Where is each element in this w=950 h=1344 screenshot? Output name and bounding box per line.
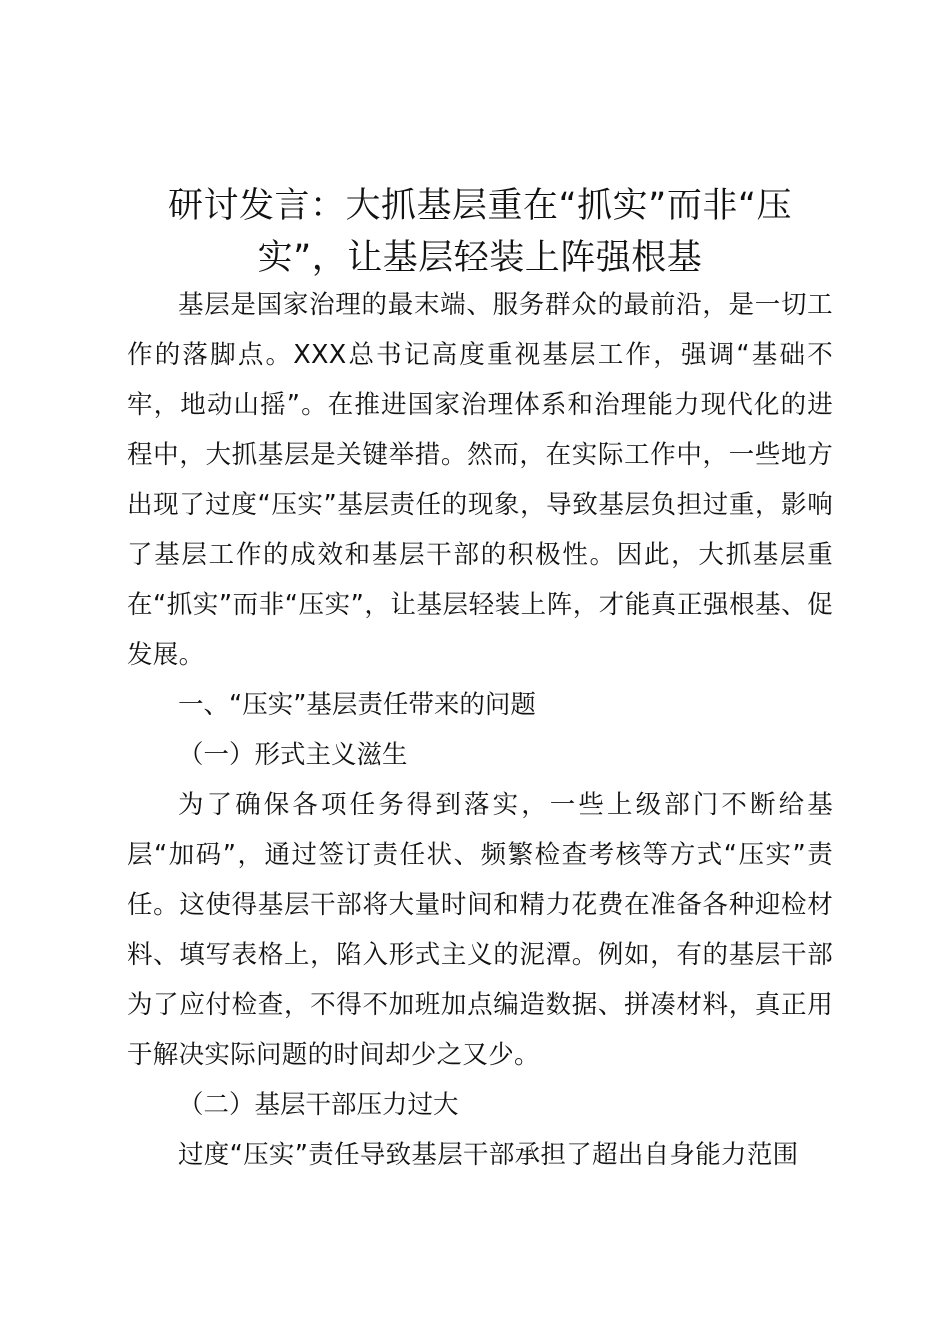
- intro-paragraph: 基层是国家治理的最末端、服务群众的最前沿，是一切工作的落脚点。XXX总书记高度重视基层工作，强调“基础不牢，地动山摇”。在推进国家治理体系和治理能力现代化的进程中，大抓基层是关键举措。然而，在实际工作中，一些地方出现了过度“压实”基层责任的现象，导致基层负担过重，影响了基层工作的成效和基层干部的积极性。因此，大抓基层重在“抓实”而非“压实”，让基层轻装上阵，才能真正强根基、促发展。: [127, 290, 834, 670]
- title-line-1: 研讨发言：大抓基层重在“抓实”而非“压: [168, 186, 792, 226]
- subsection-heading-1: （一）形式主义滋生: [178, 740, 408, 770]
- subsection-paragraph-1: 为了确保各项任务得到落实，一些上级部门不断给基层“加码”，通过签订责任状、频繁检查考核等方式“压实”责任。这使得基层干部将大量时间和精力花费在准备各种迎检材料、填写表格上，陷入形式主义的泥潭。例如，有的基层干部为了应付检查，不得不加班加点编造数据、拼凑材料，真正用于解决实际问题的时间却少之又少。: [127, 790, 833, 1070]
- title-line-2: 实”，让基层轻装上阵强根基: [257, 238, 703, 278]
- document-title: [128, 180, 832, 284]
- section-heading-1: 一、“压实”基层责任带来的问题: [178, 690, 536, 720]
- subsection-paragraph-2: 过度“压实”责任导致基层干部承担了超出自身能力范围: [178, 1140, 799, 1170]
- subsection-heading-2: （二）基层干部压力过大: [178, 1090, 459, 1120]
- document-body: [127, 280, 833, 1180]
